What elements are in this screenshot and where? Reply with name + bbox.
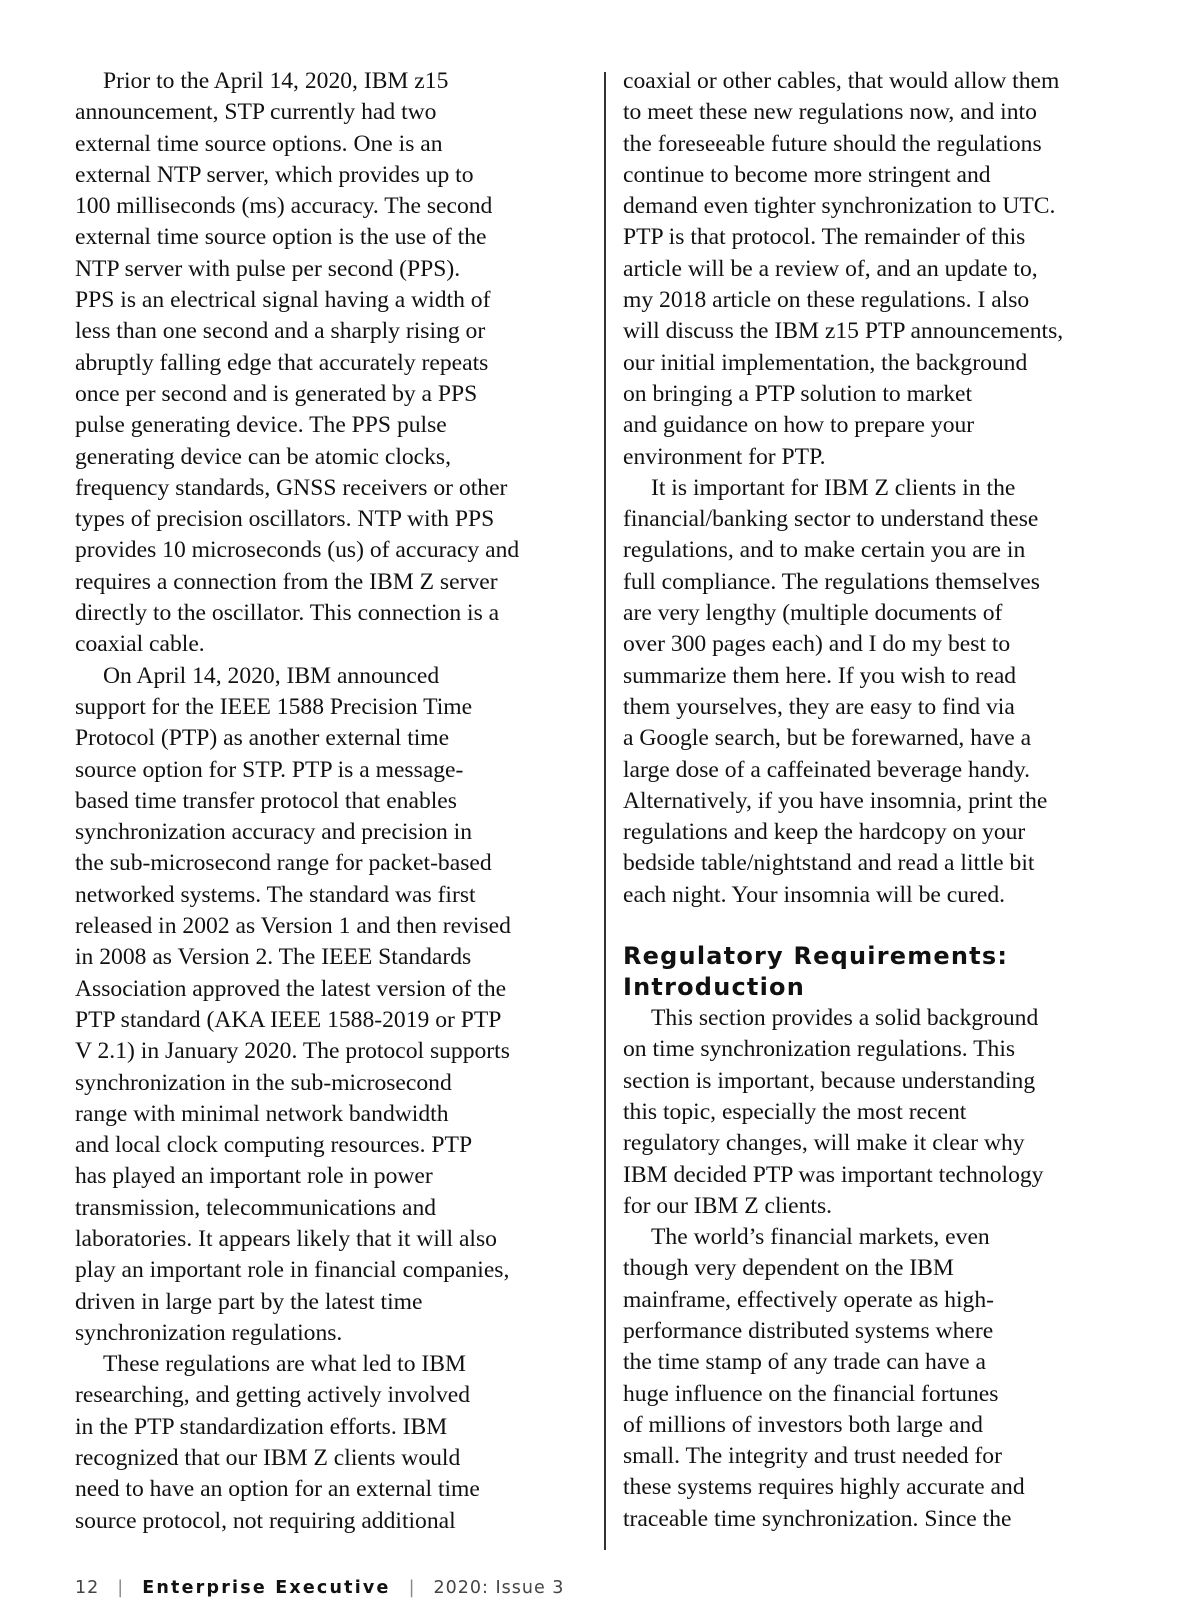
- page-number: 12: [75, 1578, 100, 1598]
- page-footer: [75, 1578, 564, 1598]
- section-heading: Regulatory Requirements: Introduction: [623, 942, 1009, 1002]
- magazine-title: Enterprise Executive: [142, 1578, 391, 1598]
- paragraph-section-intro: This section provides a solid background on time synchronization regulations. This section is important, because understanding this topic, especially the most recent regulatory changes, will make it clear why IBM decided PTP was important technology for our IBM Z clients.: [623, 1005, 1044, 1219]
- right-column: [623, 66, 1143, 1535]
- paragraph-continuation: coaxial or other cables, that would allow them to meet these new regulations now, and into the foreseeable future should the regulations continue to become more stringent and demand even tighter synchronization to UTC. PTP is that protocol. The remainder of this article will be a review of, and an update to, my 2018 article on these regulations. I also will discuss the IBM z15 PTP announcements, our initial implementation, the background on bringing a PTP solution to market and guidance on how to prepare your environment for PTP.: [623, 68, 1064, 470]
- footer-separator: |: [117, 1578, 125, 1598]
- issue-label: 2020: Issue 3: [433, 1578, 565, 1598]
- paragraph-regulations-led-ibm: These regulations are what led to IBM researching, and getting actively involved in the PTP standardization efforts. IBM recognized that our IBM Z clients would need to have an option for an external time source protocol, not requiring additional: [75, 1351, 480, 1534]
- paragraph-ptp-announcement: On April 14, 2020, IBM announced support for the IEEE 1588 Precision Time Protocol (PTP) as another external time source option for STP. PTP is a message- based time transfer protocol that enables synchronization accuracy and precision in the sub-microsecond range for packet-based networked systems. The standard was first released in 2002 as Version 1 and then revised in 2008 as Version 2. The IEEE Standards Association approved the latest version of the PTP standard (AKA IEEE 1588-2019 or PTP V 2.1) in January 2020. The protocol supports synchronization in the sub-microsecond range with minimal network bandwidth and local clock computing resources. PTP has played an important role in power transmission, telecommunications and laboratories. It appears likely that it will also play an important role in financial companies, driven in large part by the latest time synchronization regulations.: [75, 662, 511, 1346]
- left-column: [75, 66, 595, 1537]
- paragraph-financial-markets: The world’s financial markets, even though very dependent on the IBM mainframe, effectively operate as high- performance distributed systems where the time stamp of any trade can have a huge influence on the financial fortunes of millions of investors both large and small. The integrity and trust needed for these systems requires highly accurate and traceable time synchronization. Since the: [623, 1224, 1025, 1532]
- footer-separator: |: [408, 1578, 416, 1598]
- paragraph-stp-time-sources: Prior to the April 14, 2020, IBM z15 announcement, STP currently had two external time source options. One is an external NTP server, which provides up to 100 milliseconds (ms) accuracy. The second external time source option is the use of the NTP server with pulse per second (PPS). PPS is an electrical signal having a width of less than one second and a sharply rising or abruptly falling edge that accurately repeats once per second and is generated by a PPS pulse generating device. The PPS pulse generating device can be atomic clocks, frequency standards, GNSS receivers or other types of precision oscillators. NTP with PPS provides 10 microseconds (us) of accuracy and requires a connection from the IBM Z server directly to the oscillator. This connection is a coaxial cable.: [75, 68, 520, 658]
- column-divider: [604, 72, 606, 1550]
- paragraph-compliance: It is important for IBM Z clients in the financial/banking sector to understand these regulations, and to make certain you are in full compliance. The regulations themselves are very lengthy (multiple documents of over 300 pages each) and I do my best to summarize them here. If you wish to read them yourselves, they are easy to find via a Google search, but be forewarned, have a large dose of a caffeinated beverage handy. Alternatively, if you have insomnia, print the regulations and keep the hardcopy on your bedside table/nightstand and read a little bit each night. Your insomnia will be cured.: [623, 474, 1048, 908]
